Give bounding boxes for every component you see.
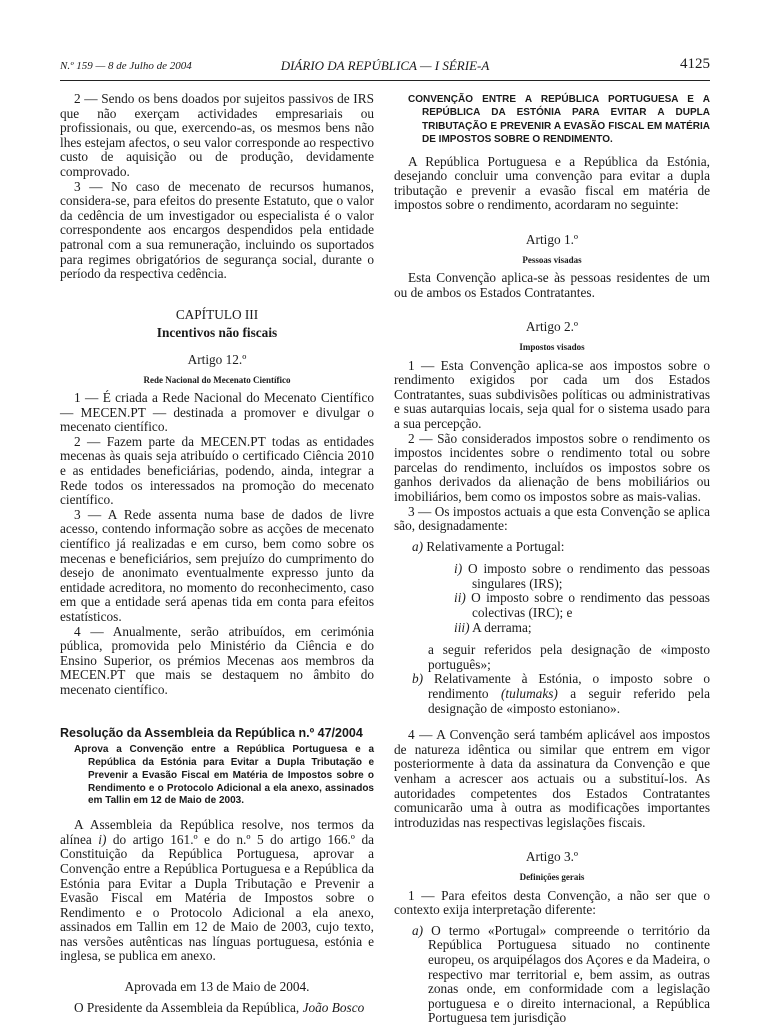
text-run: A Assembleia da República resolve, nos termos da alínea — [60, 817, 374, 847]
signature-line — [60, 1001, 374, 1016]
list-item — [394, 924, 710, 1026]
text-run: O imposto sobre o rendimento das pessoas singulares (IRS); — [462, 561, 710, 591]
paragraph: 2 — São considerados impostos sobre o rendimento os impostos incidentes sobre o rendimento total ou sobre parcelas do rendimento, incluídos os impostos sobre os ganhos derivados da alienação de bens mobiliários ou imobiliários, bem como os impostos sobre as mais-valias. — [394, 430, 710, 504]
text-run: a seguir referido pela designação de «imposto estoniano». — [428, 686, 710, 716]
preamble: A República Portuguesa e a República da Estónia, desejando concluir uma convenção para evitar a dupla tributação e prevenir a evasão fiscal em matéria de impostos sobre o rendimento, acordaram no seguinte: — [394, 153, 710, 213]
list-continuation: a seguir referidos pela designação de «imposto português»; — [428, 642, 710, 672]
paragraph: 1 — É criada a Rede Nacional do Mecenato Científico — MECEN.PT — destinada a promover e divulgar o mecenato científico. — [60, 390, 374, 435]
running-header — [60, 58, 710, 81]
chapter-heading: CAPÍTULO III — [175, 306, 259, 322]
resolution-title: Resolução da Assembleia da República n.º 47/2004 — [60, 725, 363, 740]
paragraph: 2 — Fazem parte da MECEN.PT todas as entidades mecenas às quais seja atribuído o certificado Ciência 2010 e as entidades beneficiárias, podendo, ainda, integrar a Rede todos os interessados na promoção do mecenato científico. — [60, 433, 374, 508]
article-heading: Artigo 12.º — [187, 351, 247, 367]
left-column — [60, 92, 374, 1015]
text-run-italic: i) — [98, 831, 107, 847]
right-column — [394, 92, 710, 1026]
text-run: O imposto sobre o rendimento das pessoas colectivas (IRC); e — [465, 590, 710, 621]
text-run: O termo «Portugal» compreende o território da República Portuguesa situado no continente europeu, os arquipélagos dos Açores e da Madeira, o respectivo mar territorial e, bem assim, as outras zonas onde, em conformidade com a legislação portuguesa e o direito internacional, a República Portuguesa tem jurisdição — [423, 922, 710, 1026]
paragraph: 3 — A Rede assenta numa base de dados de livre acesso, contendo informação sobre as acções de mecenato científico já realizadas e em curso, bem como sobre os mecenas e beneficiários, sem prejuízo do cumprimento do desejo de anonimato eventualmente expresso junto da entidade acreditora, no momento do reconhecimento, caso em que a entidade será apenas tida em conta para efeitos estatísticos. — [60, 506, 374, 624]
list-marker: ii) — [454, 590, 466, 606]
approval-date: Aprovada em 13 de Maio de 2004. — [124, 979, 310, 995]
list-marker: i) — [454, 561, 463, 577]
paragraph: 3 — No caso de mecenato de recursos humanos, considera-se, para efeitos do presente Estatuto, que o valor da cedência de um investigador ou especialista é o valor correspondente aos encargos despendidos pela entidade patronal com a sua remuneração, incluindo os suportados para regimes obrigatórios de segurança social, durante o período da respectiva cedência. — [60, 178, 374, 282]
list-item — [394, 672, 710, 716]
resolution-body — [60, 818, 374, 964]
text-run-italic: (tulumaks) — [500, 686, 558, 702]
article-heading: Artigo 3.º — [525, 849, 579, 865]
paragraph: Esta Convenção aplica-se às pessoas residentes de um ou de ambos os Estados Contratantes. — [394, 270, 710, 300]
paragraph: 2 — Sendo os bens doados por sujeitos passivos de IRS que não exerçam actividades empresariais ou profissionais, ou que, exercendo-as, os mesmos bens não lhes estejam afectos, o seu valor corresponde ao respectivo custo de aquisição ou de produção, devidamente comprovado. — [60, 91, 374, 179]
paragraph: 1 — Esta Convenção aplica-se aos impostos sobre o rendimento exigidos por cada um dos Estados Contratantes, suas subdivisões políticas ou administrativas e suas autarquias locais, seja qual for o sistema usado para a sua percepção. — [394, 357, 710, 431]
list-item — [394, 621, 710, 636]
text-run: Relativamente à Estónia, o imposto sobre o rendimento — [423, 671, 710, 702]
issue-info: N.º 159 — 8 de Julho de 2004 — [60, 60, 192, 72]
journal-title: DIÁRIO DA REPÚBLICA — I SÉRIE-A — [280, 58, 490, 73]
page-number: 4125 — [680, 56, 710, 72]
convention-title: CONVENÇÃO ENTRE A REPÚBLICA PORTUGUESA E A REPÚBLICA DA ESTÓNIA PARA EVITAR A DUPLA TRIBUTAÇÃO E PREVENIR A EVASÃO FISCAL EM MATÉRIA DE IMPOSTOS SOBRE O RENDIMENTO. — [408, 94, 710, 146]
text-run: A derrama; — [469, 619, 532, 635]
paragraph: 4 — A Convenção será também aplicável aos impostos de natureza idêntica ou similar que entrem em vigor posteriormente à data da assinatura da Convenção e que venham a acrescer aos actuais ou a substituí-los. As autoridades competentes dos Estados Contratantes comunicarão uma à outra as modificações importantes introduzidas nas respectivas legislações fiscais. — [394, 727, 710, 830]
list-marker: a) — [412, 922, 424, 938]
list-marker: b) — [412, 671, 424, 687]
text-run: do artigo 161.º e do n.º 5 do artigo 166.º da Constituição da República Portuguesa, aprovar a Convenção entre a República Portuguesa e a República da Estónia para Evitar a Dupla Tributação e Prevenir a Evasão Fiscal em Matéria de Impostos sobre o Rendimento e o Protocolo Adicional a ela anexo, assinados em Tallin em 12 de Maio de 2003, cujo texto, nas versões autênticas nas línguas portuguesa, estónia e inglesa, se publica em anexo. — [60, 831, 374, 964]
article-heading: Artigo 2.º — [525, 319, 579, 335]
text-run: Relativamente a Portugal: — [423, 538, 565, 554]
paragraph: 4 — Anualmente, serão atribuídos, em cerimónia pública, promovida pelo Ministério da Ciência e do Ensino Superior, os prémios Mecenas aos membros da MECEN.PT que mais se destaquem no âmbito do mecenato científico. — [60, 623, 374, 697]
paragraph: 3 — Os impostos actuais a que esta Convenção se aplica são, designadamente: — [394, 503, 710, 534]
article-title: Rede Nacional do Mecenato Científico — [143, 374, 291, 385]
article-title: Pessoas visadas — [522, 254, 582, 265]
list-marker: a) — [412, 538, 424, 554]
list-item — [394, 540, 710, 555]
resolution-subtitle: Aprova a Convenção entre a República Portuguesa e a República da Estónia para Evitar a Dupla Tributação e Prevenir a Evasão Fiscal em Matéria de Impostos sobre o Rendimento e o Protocolo Adicional a ela anexo, assinados em Tallin em 12 de Maio de 2003. — [74, 744, 374, 807]
article-title: Definições gerais — [519, 871, 585, 882]
list-item — [394, 591, 710, 620]
list-item — [394, 562, 710, 591]
list-marker: iii) — [454, 619, 470, 635]
paragraph: 1 — Para efeitos desta Convenção, a não ser que o contexto exija interpretação diferente: — [394, 887, 710, 918]
president-name: João Bosco — [302, 999, 365, 1015]
article-title: Impostos visados — [519, 341, 585, 352]
text-run: O Presidente da Assembleia da República, — [74, 999, 303, 1015]
chapter-title: Incentivos não fiscais — [156, 325, 278, 341]
article-heading: Artigo 1.º — [525, 232, 579, 247]
